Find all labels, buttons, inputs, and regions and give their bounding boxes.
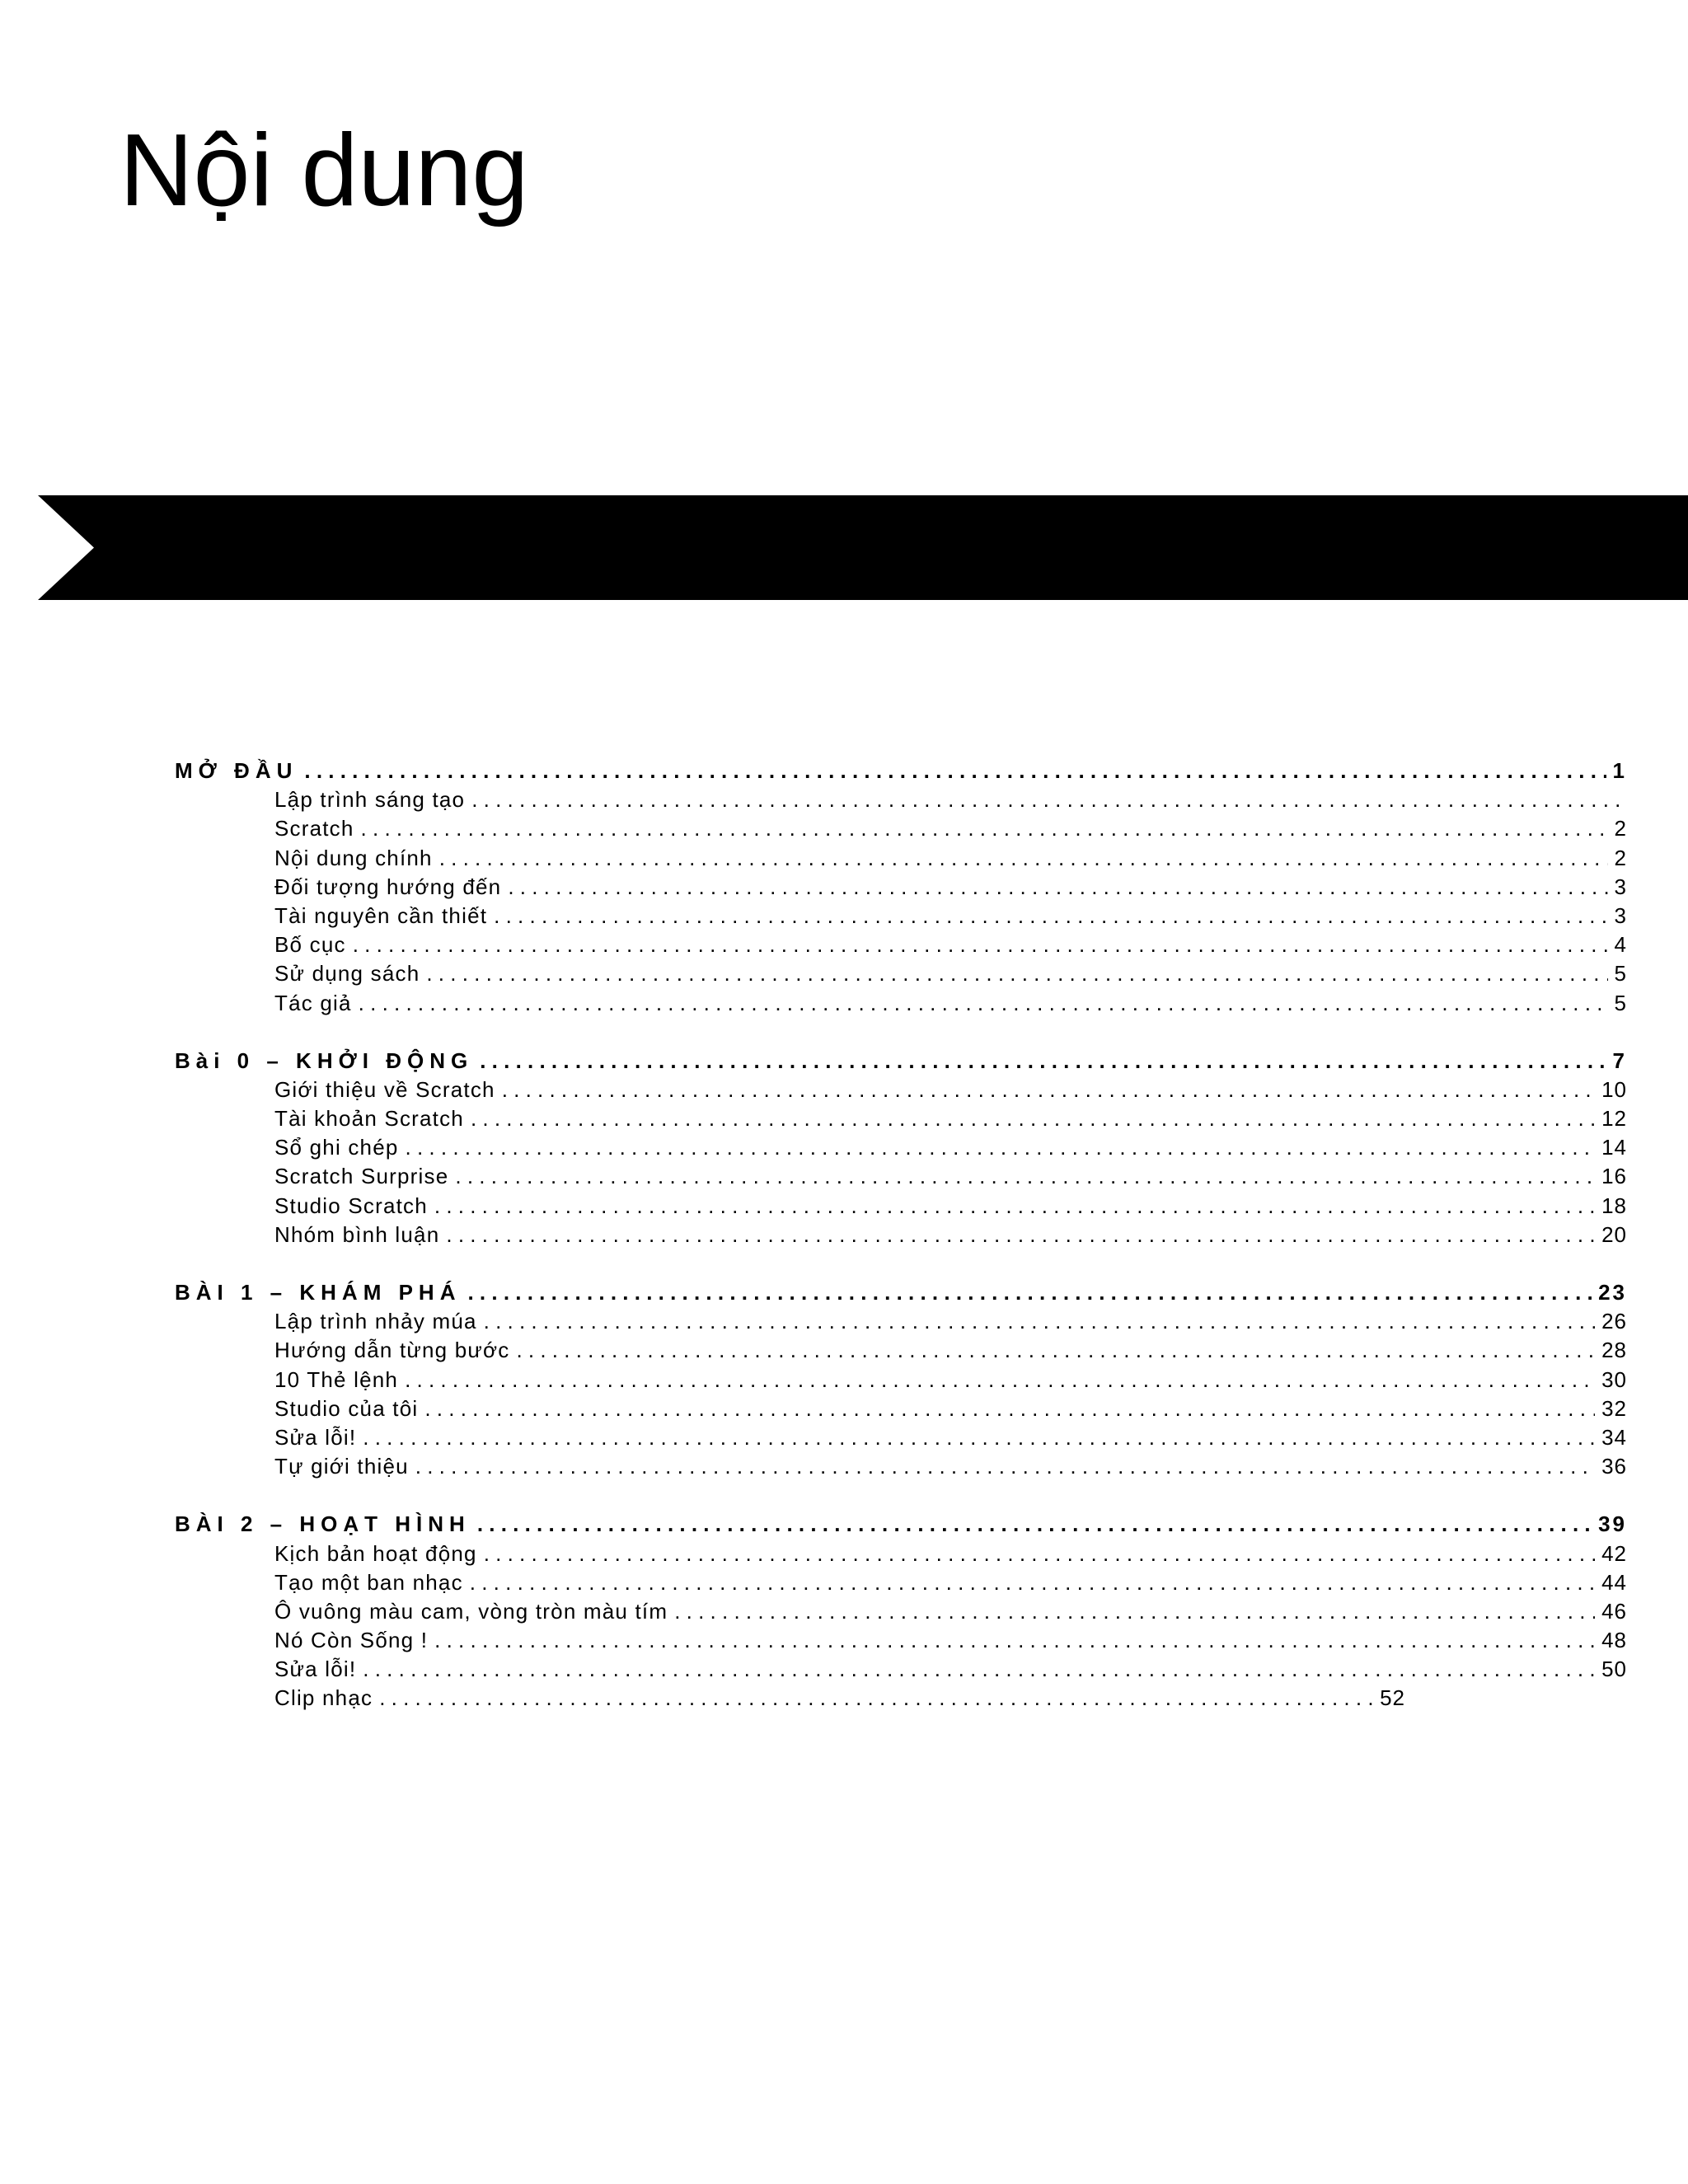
toc-entry[interactable] bbox=[175, 1104, 1627, 1133]
toc-entry[interactable] bbox=[175, 1626, 1627, 1655]
toc-entry[interactable] bbox=[175, 1221, 1627, 1249]
toc-entry-label: Sử dụng sách bbox=[274, 961, 420, 987]
toc-entry-page: 18 bbox=[1601, 1193, 1627, 1218]
toc-entry-label: Clip nhạc bbox=[274, 1685, 373, 1711]
dot-leader bbox=[446, 1221, 1595, 1249]
toc-entry-label: Tài nguyên cần thiết bbox=[274, 902, 488, 928]
toc-entry[interactable] bbox=[175, 989, 1627, 1018]
toc-entry-page: 34 bbox=[1601, 1424, 1627, 1450]
toc-entry[interactable] bbox=[175, 1162, 1627, 1191]
toc-entry-label: Tài khoản Scratch bbox=[274, 1106, 464, 1132]
dot-leader bbox=[484, 1307, 1595, 1336]
toc-entry[interactable] bbox=[175, 1366, 1627, 1394]
toc-entry-page: 5 bbox=[1614, 961, 1627, 987]
toc-entry-page: 2 bbox=[1614, 816, 1627, 841]
toc-entry-page: 5 bbox=[1614, 990, 1627, 1015]
dot-leader bbox=[304, 757, 1606, 785]
dot-leader bbox=[353, 930, 1608, 959]
toc-entry-label: Bố cục bbox=[274, 932, 346, 958]
toc-entry[interactable] bbox=[175, 1076, 1627, 1104]
toc-section bbox=[175, 1047, 1627, 1249]
toc-heading-label: Bài 0 – KHỞI ĐỘNG bbox=[175, 1047, 474, 1073]
toc-entry[interactable] bbox=[175, 1307, 1627, 1336]
toc-entry-page: 46 bbox=[1601, 1598, 1627, 1624]
dot-leader bbox=[477, 1510, 1592, 1539]
toc-heading[interactable] bbox=[175, 757, 1627, 785]
toc-entry-page: 3 bbox=[1614, 874, 1627, 899]
dot-leader bbox=[494, 902, 1607, 930]
dot-leader bbox=[467, 1278, 1592, 1307]
toc-entry[interactable] bbox=[175, 873, 1627, 902]
toc-entry-label: Hướng dẫn từng bước bbox=[274, 1338, 510, 1363]
dot-leader bbox=[359, 989, 1608, 1018]
toc-entry-page: 2 bbox=[1614, 845, 1627, 870]
toc-section bbox=[175, 1278, 1627, 1481]
toc-entry-page: 26 bbox=[1601, 1309, 1627, 1334]
toc-entry[interactable] bbox=[175, 1597, 1627, 1626]
toc-entry[interactable] bbox=[175, 844, 1627, 873]
toc-entry-page: 42 bbox=[1601, 1540, 1627, 1566]
dot-leader bbox=[406, 1133, 1596, 1162]
toc-heading[interactable] bbox=[175, 1047, 1627, 1076]
dot-leader bbox=[455, 1162, 1595, 1191]
dot-leader bbox=[426, 959, 1607, 988]
dot-leader bbox=[424, 1394, 1595, 1423]
toc-heading-page: 7 bbox=[1612, 1047, 1627, 1073]
toc-heading[interactable] bbox=[175, 1278, 1627, 1307]
toc-entry[interactable] bbox=[175, 814, 1627, 843]
toc-entry[interactable] bbox=[175, 1684, 1405, 1713]
dot-leader bbox=[363, 1655, 1595, 1684]
toc-entry-label: Nội dung chính bbox=[274, 845, 433, 870]
dot-leader bbox=[405, 1366, 1595, 1394]
toc-entry-page: 12 bbox=[1601, 1106, 1627, 1132]
toc-entry[interactable] bbox=[175, 1423, 1627, 1452]
toc-entry[interactable] bbox=[175, 959, 1627, 988]
dot-leader bbox=[508, 873, 1607, 902]
toc-heading[interactable] bbox=[175, 1510, 1627, 1539]
toc-entry[interactable] bbox=[175, 930, 1627, 959]
dot-leader bbox=[516, 1336, 1595, 1365]
dot-leader bbox=[415, 1452, 1595, 1481]
toc-entry-label: Giới thiệu về Scratch bbox=[274, 1076, 495, 1102]
toc-heading-page: 39 bbox=[1598, 1511, 1627, 1537]
dot-leader bbox=[434, 1626, 1595, 1655]
toc-entry-page: 52 bbox=[1380, 1685, 1405, 1711]
toc-heading-page: 23 bbox=[1598, 1280, 1627, 1305]
dot-leader bbox=[470, 1568, 1595, 1597]
toc-entry[interactable] bbox=[175, 902, 1627, 930]
toc-section bbox=[175, 757, 1627, 1018]
toc-heading-page: 1 bbox=[1612, 758, 1627, 783]
toc-entry-page: 10 bbox=[1601, 1076, 1627, 1102]
dot-leader bbox=[434, 1192, 1595, 1221]
toc-entry-page: 30 bbox=[1601, 1366, 1627, 1392]
toc-entry[interactable] bbox=[175, 1655, 1627, 1684]
dot-leader bbox=[480, 1047, 1606, 1076]
toc-entry-label: 10 Thẻ lệnh bbox=[274, 1366, 399, 1392]
toc-entry[interactable] bbox=[175, 785, 1627, 814]
toc-entry-label: Studio của tôi bbox=[274, 1395, 419, 1421]
toc-entry-label: Đối tượng hướng đến bbox=[274, 874, 502, 899]
toc-entry[interactable] bbox=[175, 1133, 1627, 1162]
toc-entry-label: Scratch bbox=[274, 816, 354, 841]
toc-entry[interactable] bbox=[175, 1336, 1627, 1365]
toc-entry-label: Tạo một ban nhạc bbox=[274, 1569, 463, 1595]
toc-entry[interactable] bbox=[175, 1394, 1627, 1423]
toc-entry-page: 28 bbox=[1601, 1338, 1627, 1363]
toc-entry-label: Kịch bản hoạt động bbox=[274, 1540, 477, 1566]
dot-leader bbox=[439, 844, 1608, 873]
toc-entry-label: Nó Còn Sống ! bbox=[274, 1628, 429, 1653]
toc-heading-label: BÀI 2 – HOẠT HÌNH bbox=[175, 1511, 471, 1537]
toc-entry-label: Tác giả bbox=[274, 990, 352, 1015]
toc-entry-page: 16 bbox=[1601, 1164, 1627, 1189]
toc-heading-label: BÀI 1 – KHÁM PHÁ bbox=[175, 1280, 462, 1305]
toc-entry-label: Sửa lỗi! bbox=[274, 1424, 357, 1450]
toc-entry-label: Lập trình nhảy múa bbox=[274, 1309, 477, 1334]
toc-entry-page: 3 bbox=[1614, 902, 1627, 928]
dot-leader bbox=[471, 1104, 1595, 1133]
toc-entry-page: 32 bbox=[1601, 1395, 1627, 1421]
dot-leader bbox=[361, 814, 1608, 843]
toc-entry-label: Tự giới thiệu bbox=[274, 1454, 409, 1479]
toc-entry-page: 4 bbox=[1614, 932, 1627, 958]
toc-entry-page: 50 bbox=[1601, 1657, 1627, 1682]
toc-section bbox=[175, 1510, 1627, 1713]
dot-leader bbox=[502, 1076, 1595, 1104]
dot-leader bbox=[363, 1423, 1595, 1452]
toc-entry-label: Ô vuông màu cam, vòng tròn màu tím bbox=[274, 1598, 668, 1624]
toc-heading-label: MỞ ĐẦU bbox=[175, 758, 298, 783]
toc-entry-label: Lập trình sáng tạo bbox=[274, 787, 466, 813]
toc-entry-page: 36 bbox=[1601, 1454, 1627, 1479]
toc-entry-label: Studio Scratch bbox=[274, 1193, 428, 1218]
toc-entry[interactable] bbox=[175, 1452, 1627, 1481]
toc-entry[interactable] bbox=[175, 1540, 1627, 1568]
toc-entry-page: 44 bbox=[1601, 1569, 1627, 1595]
dot-leader bbox=[379, 1684, 1373, 1713]
toc-entry-label: Sổ ghi chép bbox=[274, 1135, 399, 1160]
toc-entry-label: Scratch Surprise bbox=[274, 1164, 449, 1189]
toc-entry-page: 20 bbox=[1601, 1221, 1627, 1247]
page-title: Nội dung bbox=[120, 114, 529, 227]
dot-leader bbox=[471, 785, 1620, 814]
black-banner bbox=[38, 495, 1688, 600]
toc-entry-label: Nhóm bình luận bbox=[274, 1221, 440, 1247]
toc-entry[interactable] bbox=[175, 1192, 1627, 1221]
toc-entry-page: 14 bbox=[1601, 1135, 1627, 1160]
toc-entry[interactable] bbox=[175, 1568, 1627, 1597]
table-of-contents bbox=[175, 757, 1627, 1742]
dot-leader bbox=[674, 1597, 1595, 1626]
toc-entry-page: 48 bbox=[1601, 1628, 1627, 1653]
toc-entry-label: Sửa lỗi! bbox=[274, 1657, 357, 1682]
dot-leader bbox=[484, 1540, 1595, 1568]
